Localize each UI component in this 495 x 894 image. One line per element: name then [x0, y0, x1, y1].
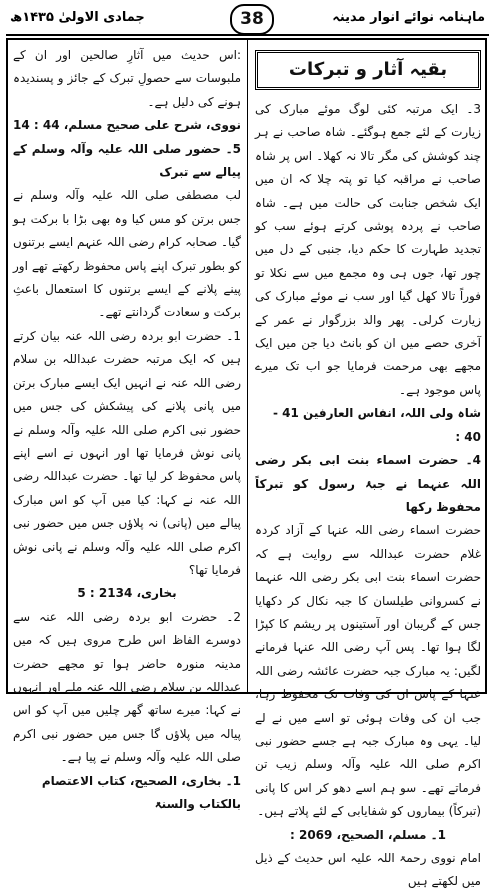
paragraph-hair-relic: 3۔ ایک مرتبہ کئی لوگ موئے مبارک کی زیارت کے لئے جمع ہوگئے۔ شاہ صاحب نے ہر چند کوشش کی مگر تالا نہ کھلا۔ اس پر شاہ صاحب نے مراقبہ کیا تو پتہ چلا کہ ان میں ایک شخص جنابت کی حالت میں ہے۔ شاہ صاحب نے پردہ پوشی کرتے ہوئے سب کو تجدید طہارت کا حکم دیا، جنبی کے دل میں چور تھا، جوں ہی وہ مجمع میں سے نکلا تو فوراً تالا کھل گیا اور سب نے موئے مبارک کی زیارت کرلی۔ پھر والد بزرگوار نے عمر کے آخری حصے میں ان کو بانٹ دیا جن میں ایک مجھے بھی مرحمت فرمایا جو اب تک میرے پاس موجود ہے۔ — [255, 102, 481, 397]
right-column — [255, 44, 481, 894]
reference-bukhari: بخاری، 2134 : 5 — [77, 586, 177, 601]
article-title: بقیہ آثار و تبرکات — [255, 50, 481, 90]
column-divider — [247, 40, 248, 692]
left-column — [13, 44, 241, 816]
paragraph-nawawi-intro: امام نووی رحمۃ اللہ علیہ اس حدیث کے ذیل میں لکھتے ہیں — [255, 851, 481, 889]
paragraph-hadith-note: :اس حدیث میں آثارِ صالحین اور ان کے ملبوسات سے حصولِ تبرک کے جائز و پسندیدہ ہونے کی دلیل ہے۔ — [13, 48, 241, 109]
section-heading-bowl: 5۔ حضور صلی اللہ علیہ وآلہ وسلم کے پیالے سے تبرک — [13, 141, 241, 180]
reference-bukhari-itisam: 1۔ بخاری، الصحیح، کتاب الاعتصام بالکتاب والسنۃ — [41, 773, 241, 811]
reference-shah-waliullah: شاہ ولی اللہ، انفاس العارفین 41 - 40 : — [273, 406, 481, 444]
paragraph-bowl-blessing: لب مصطفی صلی اللہ علیہ وآلہ وسلم نے جس برتن کو مس کیا وہ بھی بڑا با برکت ہو گیا۔ صحابہ کرام رضی اللہ عنہم ایسے برتنوں کو بطور تبرک اپنے پاس محفوظ رکھتے تھے اور پینے پلانے کے ایسے برتنوں کا استعمال باعثِ برکت و سعادت گردانتے تھے۔ — [13, 188, 241, 320]
reference-muslim: 1۔ مسلم، الصحیح، 2069 : — [289, 827, 447, 842]
section-heading-jubbah: 4۔ حضرت اسماء بنت ابی بکر رضی اللہ عنہما نے جبۂ رسول کو تبرکاً محفوظ رکھا — [255, 453, 481, 514]
paragraph-abu-burdah-1: 1۔ حضرت ابو بردہ رضی اللہ عنہ بیان کرتے ہیں کہ ایک مرتبہ حضرت عبداللہ بن سلام رضی اللہ عنہ نے انہیں ایک ایسے مبارک برتن میں پانی پلانے کی پیشکش کی جس میں حضور نبی اکرم صلی اللہ علیہ وآلہ وسلم نے پانی نوش فرمایا تھا اور انہوں نے اسے اپنے پاس محفوظ کر لیا تھا۔ حضرت عبداللہ رضی اللہ عنہ نے کہا: کیا میں آپ کو اس مبارک پیالے میں (پانی) نہ پلاؤں جس میں حضور نبی اکرم صلی اللہ علیہ وآلہ وسلم نے پانی نوش فرمایا تھا؟ — [13, 328, 241, 577]
paragraph-jubbah: حضرت اسماء رضی اللہ عنہا کے آزاد کردہ غلام حضرت عبداللہ سے روایت ہے کہ حضرت اسماء بنت ابی بکر رضی اللہ عنہما نے کسروانی طیلسان کا جبہ نکال کر دکھایا جس کے گریبان اور آستینوں پر ریشم کا کپڑا لگا ہوا تھا۔ پس آپ رضی اللہ عنہا فرمانے لگیں: یہ مبارک جبہ حضرت عائشہ رضی اللہ عنہا کے پاس ان کی وفات تک محفوظ رہا، جب ان کی وفات ہوئی تو اسے میں نے لے لیا۔ یہی وہ مبارک جبہ ہے جسے حضور نبی اکرم صلی اللہ علیہ وآلہ وسلم زیب تن فرماتے تھے۔ سو ہم اسے دھو کر اس کا پانی (تبرکاً) بیماروں کو شفایابی کے لئے پلاتے ہیں۔ — [255, 523, 481, 819]
page-header — [8, 4, 487, 34]
paragraph-abu-burdah-2: 2۔ حضرت ابو بردہ رضی اللہ عنہ سے دوسرے الفاظ اس طرح مروی ہیں کہ میں مدینہ منورہ حاضر ہوا تو مجھے حضرت عبداللہ بن سلام رضی اللہ عنہ ملے اور انہوں نے کہا: میرے ساتھ گھر چلیں میں آپ کو اس پیالہ میں پلاؤں گا جس میں حضور نبی اکرم صلی اللہ علیہ وآلہ وسلم نے پیا ہے۔ — [13, 609, 241, 765]
page-number: 38 — [230, 4, 274, 35]
issue-date: جمادی الاولیٰ ۱۴۳۵ھ — [10, 10, 145, 25]
magazine-title: ماہنامہ نوائے انوار مدینہ — [332, 10, 485, 25]
reference-nawawi: نووی، شرح علی صحیح مسلم، 44 : 14 — [13, 118, 241, 133]
header-rule — [6, 34, 489, 36]
